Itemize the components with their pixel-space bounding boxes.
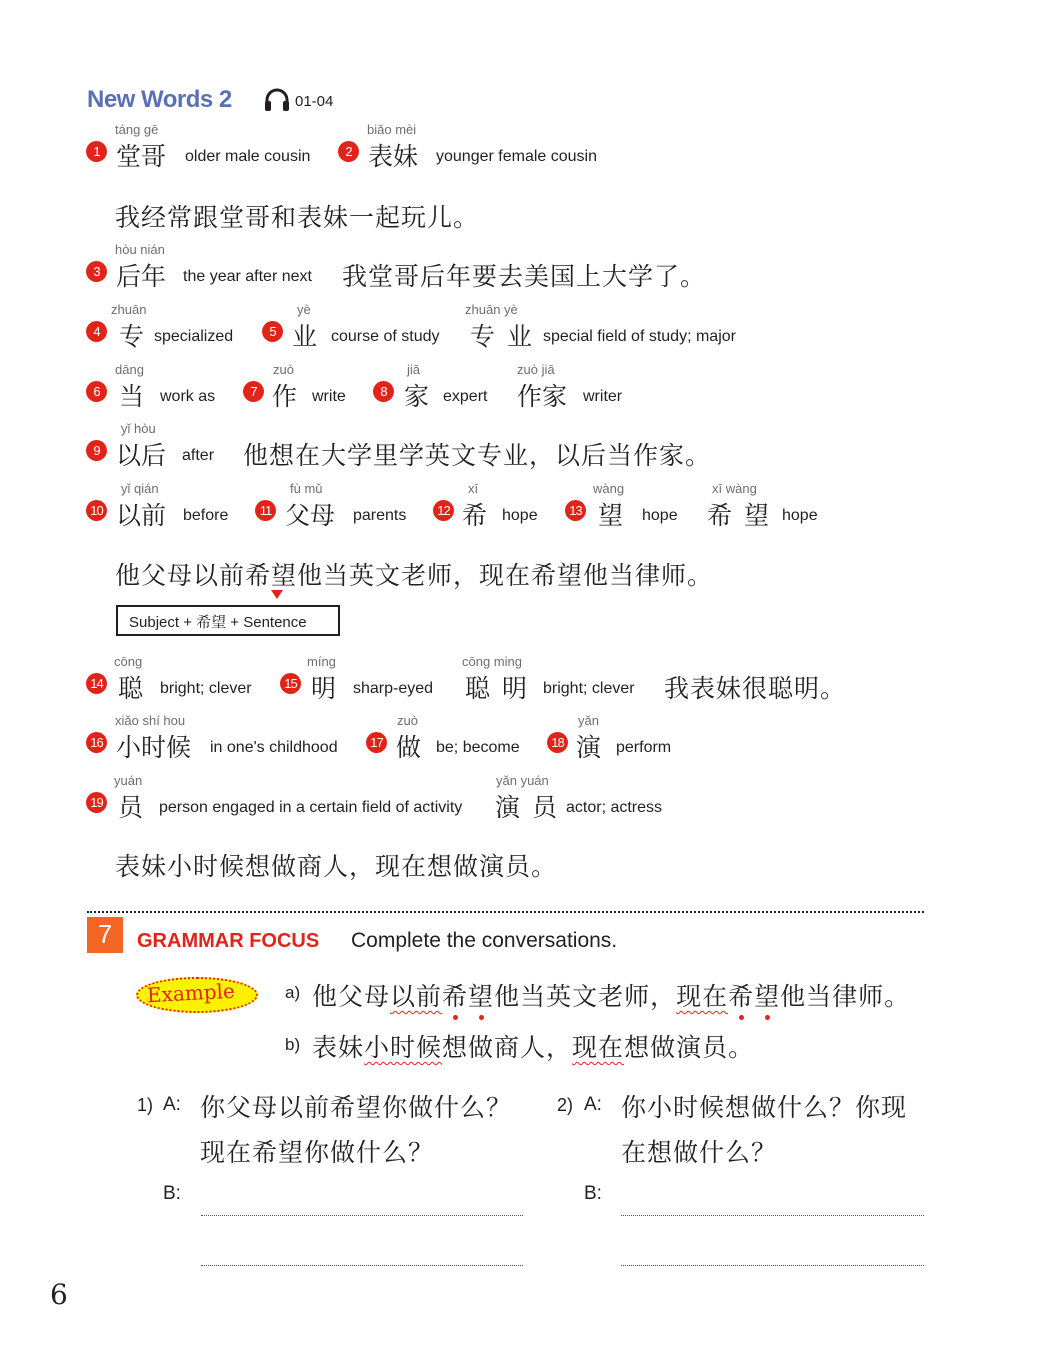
pinyin: zhuān [111,302,147,317]
pinyin: zhuān yè [465,302,518,317]
definition: before [183,507,229,524]
hanzi-word: 演 [576,733,602,762]
definition: expert [443,388,488,405]
pinyin: xī wàng [712,481,757,496]
hanzi-word: 专 [119,322,145,351]
grammar-instruction: Complete the conversations. [351,929,618,952]
number-badge: 4 [86,321,107,342]
answer-line[interactable] [621,1215,924,1216]
hope-char-marked: 望 [754,977,780,1013]
example-sentence: 我经常跟堂哥和表妹一起玩儿。 [115,203,480,232]
example-label: Example [146,978,236,1008]
pinyin: cōng ming [462,654,522,669]
time-word-marked: 小时候 [364,1033,443,1062]
pinyin: xī [468,481,479,496]
speaker-a-label: A: [584,1094,602,1115]
section-number: 7 [97,919,113,949]
pinyin: táng gē [115,122,159,137]
question-line: 你小时候想做什么？你现 [621,1093,908,1122]
pinyin: yè [297,302,311,317]
hanzi-word: 小时候 [116,733,192,762]
pinyin: yǐ hòu [121,421,156,436]
example-b-label: b) [285,1035,301,1054]
audio-track-number: 01-04 [295,93,334,110]
definition: person engaged in a certain field of activity [159,799,463,816]
question-number: 2) [557,1095,574,1115]
number-badge: 15 [280,673,301,694]
number-badge: 9 [86,440,107,461]
time-word-marked: 现在 [676,982,729,1011]
number-badge: 12 [433,500,454,521]
number-badge: 11 [255,500,276,521]
question-line: 你父母以前希望你做什么？ [200,1093,513,1122]
hanzi-word: 希 [462,501,488,530]
definition: writer [583,388,623,405]
definition: older male cousin [185,148,311,165]
pinyin: cōng [114,654,143,669]
pinyin: fù mǔ [290,481,323,496]
example-sentence: 他想在大学里学英文专业，以后当作家。 [243,441,712,470]
definition: sharp-eyed [353,680,434,697]
definition: after [182,447,215,464]
hanzi-word: 希 望 [707,501,771,530]
example-a-sentence [312,977,910,1013]
definition: special field of study; major [543,328,736,345]
hanzi-word: 作 [272,382,298,411]
pinyin: zuò [397,713,418,728]
answer-line[interactable] [621,1265,924,1266]
hope-char-marked: 希 [728,977,754,1013]
pinyin: wàng [593,481,625,496]
pinyin: míng [307,654,336,669]
definition: work as [160,388,216,405]
example-a-part: 他当英文老师， [494,982,677,1011]
definition: younger female cousin [436,148,597,165]
speaker-b-label: B: [584,1183,602,1204]
number-badge: 16 [86,732,107,753]
hanzi-word: 后年 [116,262,167,291]
pinyin: dāng [115,362,144,377]
definition: specialized [154,328,234,345]
example-sentence: 表妹小时候想做商人，现在想做演员。 [115,852,558,881]
example-b-part: 想做商人， [442,1033,573,1062]
number-badge: 14 [86,673,107,694]
hanzi-word: 业 [292,322,318,351]
hanzi-word: 家 [404,382,430,411]
hanzi-word: 员 [118,793,144,822]
hanzi-word: 聪 明 [465,674,529,703]
hanzi-word: 表妹 [368,142,419,171]
definition: hope [642,507,678,524]
example-a-part: 他父母 [312,982,391,1011]
hope-char-marked: 望 [468,977,494,1013]
hanzi-word: 望 [598,501,624,530]
number-badge: 1 [86,141,107,162]
answer-line[interactable] [201,1265,523,1266]
definition: actor; actress [566,799,663,816]
hanzi-word: 明 [311,674,337,703]
definition: be; become [436,739,520,756]
pinyin: yuán [114,773,143,788]
number-badge: 18 [547,732,568,753]
headphones-icon[interactable] [263,88,293,112]
definition: course of study [331,328,440,345]
question-number: 1) [137,1095,154,1115]
pinyin: zuò jiā [517,362,555,377]
example-sentence: 我表妹很聪明。 [664,674,847,703]
definition: bright; clever [543,680,635,697]
hanzi-word: 以后 [116,441,167,470]
definition: perform [616,739,672,756]
question-line: 现在希望你做什么？ [200,1138,435,1167]
answer-line[interactable] [201,1215,523,1216]
pinyin: jiā [407,362,421,377]
pinyin: yǎn [578,713,599,728]
number-badge: 13 [565,500,586,521]
number-badge: 3 [86,261,107,282]
pinyin: hòu nián [115,242,165,257]
page-number: 6 [50,1278,68,1311]
section-divider [87,911,924,913]
pinyin: biǎo mèi [367,122,417,137]
definition: the year after next [183,268,312,285]
example-a-label: a) [285,983,301,1002]
definition: parents [353,507,407,524]
speaker-b-label: B: [163,1183,181,1204]
example-sentence: 我堂哥后年要去美国上大学了。 [342,262,707,291]
hanzi-word: 专 业 [470,322,534,351]
pinyin: zuò [273,362,294,377]
hanzi-word: 堂哥 [116,142,167,171]
definition: write [312,388,346,405]
pattern-text: Subject + 希望 + Sentence [129,614,307,631]
example-b-sentence [312,1028,754,1064]
hanzi-word: 演 员 [495,793,559,822]
number-badge: 8 [373,381,394,402]
definition: hope [502,507,538,524]
pinyin: xiǎo shí hou [115,713,186,728]
hanzi-word: 当 [119,382,145,411]
time-word-marked: 以前 [390,982,443,1011]
time-word-marked: 现在 [572,1033,625,1062]
question-line: 在想做什么？ [621,1138,778,1167]
definition: hope [782,507,818,524]
grammar-heading: GRAMMAR FOCUS [137,930,320,952]
hope-char-marked: 希 [442,977,468,1013]
number-badge: 10 [86,500,107,521]
number-badge: 19 [86,792,107,813]
example-b-part: 表妹 [312,1033,365,1062]
hanzi-word: 作家 [517,382,568,411]
section-title: New Words 2 [87,86,232,113]
number-badge: 7 [243,381,264,402]
example-sentence: 他父母以前希望他当英文老师，现在希望他当律师。 [115,561,714,590]
hanzi-word: 以前 [116,501,167,530]
number-badge: 2 [338,141,359,162]
example-b-part: 想做演员。 [624,1033,755,1062]
number-badge: 17 [366,732,387,753]
pinyin: yǐ qián [121,481,159,496]
definition: in one's childhood [210,739,338,756]
hanzi-word: 聪 [118,674,144,703]
pinyin: yǎn yuán [496,773,549,788]
hanzi-word: 做 [396,733,422,762]
speaker-a-label: A: [163,1094,181,1115]
number-badge: 5 [262,321,283,342]
example-a-part: 他当律师。 [780,982,911,1011]
number-badge: 6 [86,381,107,402]
arrow-down-icon [271,590,283,599]
hanzi-word: 父母 [285,501,336,530]
definition: bright; clever [160,680,252,697]
